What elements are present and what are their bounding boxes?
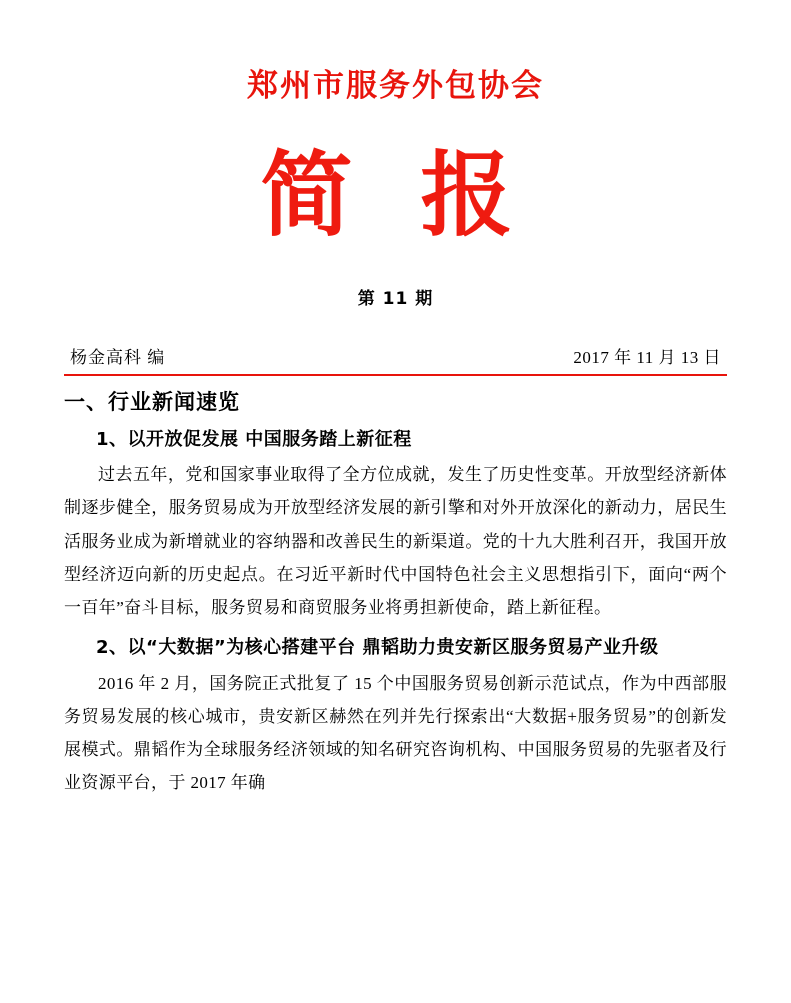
document-page — [0, 60, 791, 1003]
article-heading-1: 1、以开放促发展 中国服务踏上新征程 — [96, 428, 412, 450]
section-heading: 一、行业新闻速览 — [64, 389, 240, 414]
article-body-1: 过去五年，党和国家事业取得了全方位成就，发生了历史性变革。开放型经济新体制逐步健全，服务贸易成为开放型经济发展的新引擎和对外开放深化的新动力，居民生活服务业成为新增就业的容纳器和改善民生的新渠道。党的十九大胜利召开，我国开放型经济迈向新的历史起点。在习近平新时代中国特色社会主义思想指引下，面向“两个一百年”奋斗目标，服务贸易和商贸服务业将勇担新使命，踏上新征程。 — [64, 465, 727, 617]
article-body-2: 2016 年 2 月，国务院正式批复了 15 个中国服务贸易创新示范试点，作为中西部服务贸易发展的核心城市，贵安新区赫然在列并先行探索出“大数据+服务贸易”的创新发展模式。鼎韬作为全球服务经济领域的知名研究咨询机构、中国服务贸易的先驱者及行业资源平台，于 2017 年确 — [64, 673, 727, 793]
organization-title: 郑州市服务外包协会 — [247, 68, 544, 104]
publish-date: 2017 年 11 月 13 日 — [573, 347, 721, 367]
red-divider — [64, 374, 727, 376]
document-meta — [64, 343, 727, 374]
editor-label: 杨金高科 编 — [70, 347, 166, 367]
issue-number: 第 11 期 — [357, 288, 434, 309]
bulletin-title: 简 报 — [260, 141, 531, 249]
article-heading-2: 2、以“大数据”为核心搭建平台 鼎韬助力贵安新区服务贸易产业升级 — [96, 637, 659, 659]
